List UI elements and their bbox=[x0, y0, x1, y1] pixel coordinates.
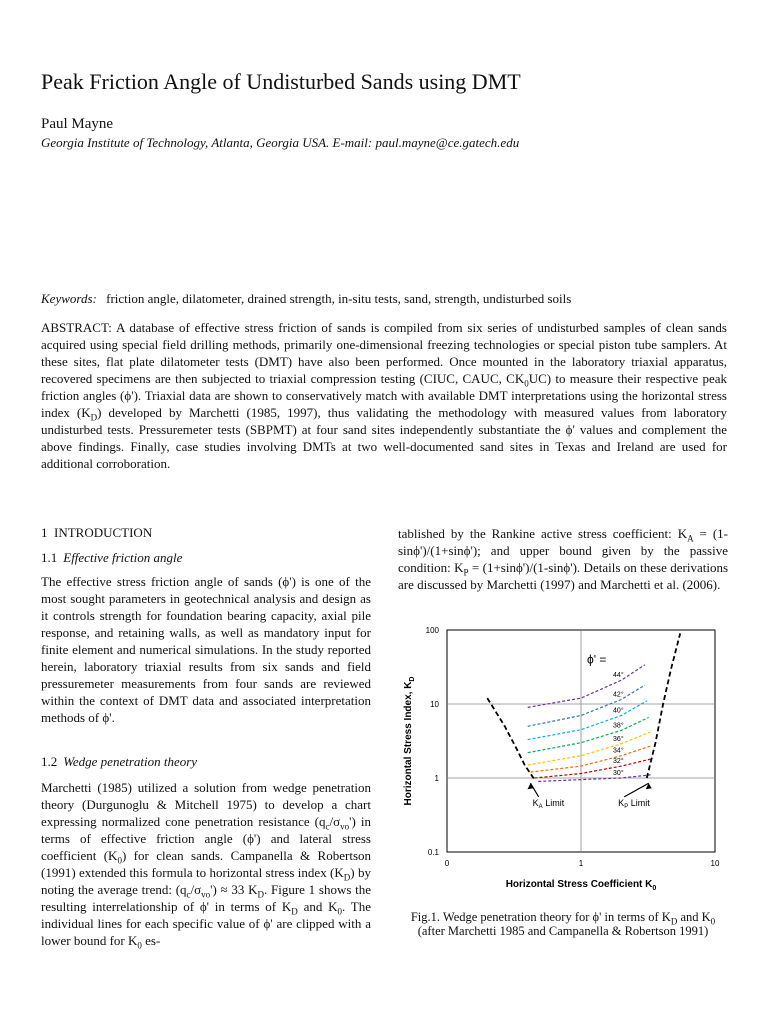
series-line-5 bbox=[531, 746, 651, 772]
series-line-1 bbox=[528, 685, 645, 726]
y-tick-label: 1 bbox=[434, 774, 439, 783]
series-label: 44° bbox=[613, 672, 624, 680]
section-heading-introduction: 1 INTRODUCTION bbox=[41, 525, 153, 540]
subsection-heading-1-2: 1.2 Wedge penetration theory bbox=[41, 754, 198, 769]
kp-limit-arrow bbox=[624, 783, 649, 797]
series-label: 42° bbox=[613, 691, 624, 699]
figure-caption: Fig.1. Wedge penetration theory for ϕ' in terms of $K_D$ and $K_0$ (after Marchetti 1985 and Campanella & Robertson 1991) bbox=[410, 910, 716, 938]
series-label: 34° bbox=[613, 747, 624, 755]
x-axis-label: Horizontal Stress Coefficient $K_0$ bbox=[505, 879, 657, 892]
y-tick-label: 100 bbox=[425, 626, 439, 635]
x-tick-label: 0 bbox=[444, 859, 450, 868]
series-line-4 bbox=[528, 732, 651, 765]
abstract: ABSTRACT: A database of effective stress friction of sands is compiled from six series of undisturbed samples of clean sands acquired using special field drilling methods, primarily one-dimensional freezing technologies or special piston tube samplers. At these sites, flat plate dilatometer tests (DMT) have also been performed. Once mounted in the laboratory triaxial apparatus, recovered specimens are then subjected to triaxial compression testing (CIUC, CAUC, $CK_0UC$) to measure their respective peak friction angles (ϕ'). Triaxial data are shown to conservatively match with available DMT interpretations using the horizontal stress index $(K_D)$ developed by Marchetti (1985, 1997), thus validating the methodology with measured values from laboratory undisturbed tests. Pressuremeter tests (SBPMT) at four sand sites independently substantiate the ϕ' values and complement the above findings. Finally, case studies involving DMTs at two well-documented sand sites in Texas and Ireland are used for additional corroboration. bbox=[41, 320, 727, 471]
ka-limit-label: $K_A$ Limit bbox=[532, 797, 565, 810]
paper-title: Peak Friction Angle of Undisturbed Sands using DMT bbox=[41, 69, 521, 94]
series-label: 38° bbox=[613, 722, 624, 730]
keywords bbox=[41, 290, 741, 307]
chart-svg bbox=[390, 618, 735, 898]
author-affiliation: Georgia Institute of Technology, Atlanta, Georgia USA. E-mail: paul.mayne@ce.gatech.edu bbox=[41, 135, 520, 150]
paragraph-wedge-theory: Marchetti (1985) utilized a solution from wedge penetration theory (Durgunoglu & Mitchell 1975) to develop a chart expressing normalized cone penetration resistance $(q_c/\sigma_{vo}')$ in terms of effective friction angle (ϕ') and lateral stress coefficient $(K_0)$ for clean sands. Campanella & Robertson (1991) extended this formula to horizontal stress index $(K_D)$ by noting the average trend: $(q_c/\sigma_{vo}') \approx 33$ $K_D$. Figure 1 shows the resulting interrelationship of ϕ' in terms of $K_D$ and $K_0$. The individual lines for each specific value of ϕ' are clipped with a lower bound for $K_0$ es- bbox=[41, 780, 371, 951]
y-tick-label: 0.1 bbox=[427, 848, 439, 857]
bound-line bbox=[647, 633, 680, 778]
paragraph-rankine-bounds: tablished by the Rankine active stress coefficient: $K_A = (1-\sin\phi')/(1+\sin\phi')$; and upper bound given by the passive condition: $K_P = (1+\sin\phi')/(1-\sin\phi')$. Details on these derivations are discussed by Marchetti (1997) and Marchetti et al. (2006). bbox=[398, 526, 728, 592]
series-label: 36° bbox=[613, 735, 624, 743]
series-line-0 bbox=[528, 665, 645, 708]
series-label: 32° bbox=[613, 758, 624, 766]
legend-title: ϕ' = bbox=[587, 652, 607, 667]
series-line-2 bbox=[528, 701, 647, 740]
keywords-text: friction angle, dilatometer, drained strength, in-situ tests, sand, strength, undisturbed soils bbox=[106, 291, 572, 306]
series-line-6 bbox=[535, 759, 651, 778]
keywords-label: Keywords: bbox=[41, 291, 97, 306]
x-tick-label: 1 bbox=[578, 859, 584, 868]
series-label: 30° bbox=[613, 770, 624, 777]
author-name: Paul Mayne bbox=[41, 116, 114, 132]
subsection-heading-1-1: 1.1 Effective friction angle bbox=[41, 550, 183, 565]
y-tick-label: 10 bbox=[430, 700, 439, 709]
bound-line bbox=[487, 698, 534, 780]
figure-1-chart bbox=[390, 618, 735, 898]
y-axis-label: Horizontal Stress Index, $K_D$ bbox=[403, 676, 416, 806]
x-tick-label: 10 bbox=[710, 859, 720, 868]
paragraph-friction-angle: The effective stress friction angle of sands (ϕ') is one of the most sought parameters in geotechnical analysis and design as it controls strength for foundation bearing capacity, axial pile response, and retaining walls, as well as mandatory input for finite element and numerical simulations. In the study reported herein, laboratory triaxial results from six sands and field pressuremeter measurements from four sands are reviewed within the context of DMT data and associated interpretation methods of ϕ'. bbox=[41, 574, 371, 725]
kp-limit-label: $K_P$ Limit bbox=[618, 797, 650, 810]
series-label: 40° bbox=[613, 707, 624, 715]
series-line-3 bbox=[528, 717, 649, 752]
